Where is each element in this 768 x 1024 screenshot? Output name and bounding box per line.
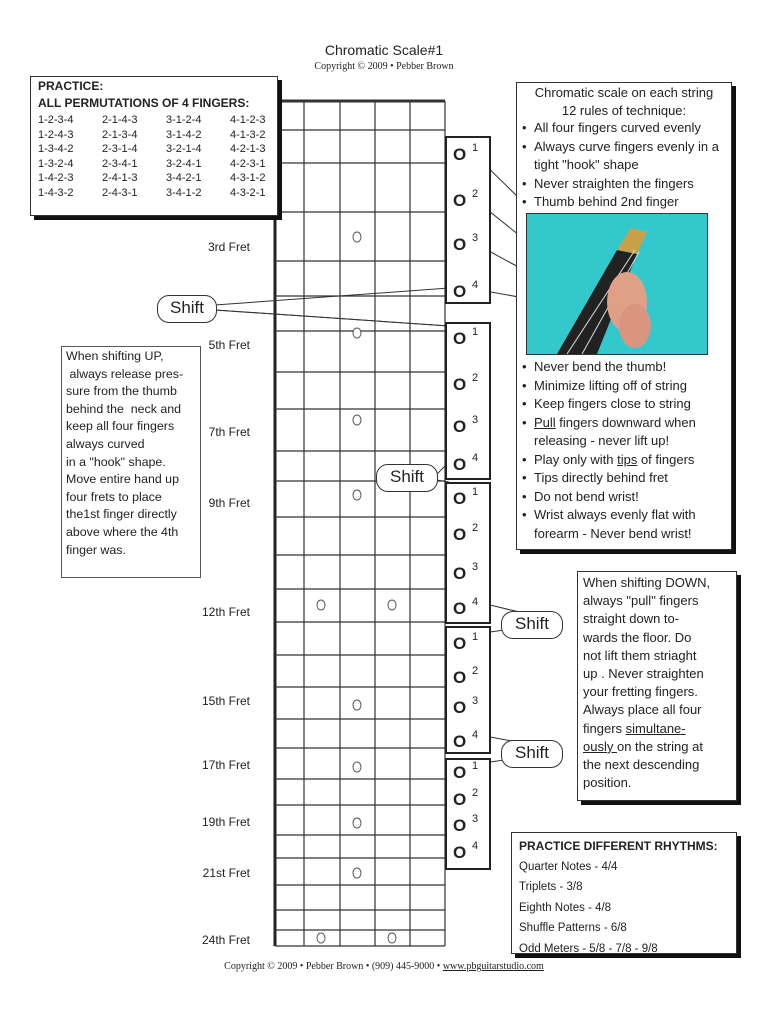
shift-up-line: the1st finger directly (66, 507, 177, 522)
finger-number: 3 (472, 414, 479, 426)
technique-rule: • All four fingers curved evenly (522, 119, 731, 138)
permutation: 1-4-2-3 (38, 172, 74, 184)
permutation: 3-4-2-1 (166, 172, 202, 184)
permutations-heading: ALL PERMUTATIONS OF 4 FINGERS: (38, 96, 250, 110)
technique-rule: • Never bend the thumb! (522, 358, 731, 377)
permutation: 2-1-3-4 (102, 128, 138, 141)
shift-down-line: your fretting fingers. (583, 684, 698, 700)
shift-down-line: position. (583, 775, 632, 791)
fret-label: 12th Fret (201, 605, 250, 619)
finger-position-box (445, 626, 491, 754)
permutation: 2-3-4-1 (102, 157, 138, 170)
permutation: 4-1-3-2 (230, 128, 266, 141)
practice-heading: PRACTICE: (38, 79, 104, 93)
rules-title-line1: Chromatic scale on each string (534, 85, 714, 100)
fret-label: 7th Fret (208, 425, 250, 439)
finger-number: 1 (472, 631, 479, 643)
shift-up-line: above where the 4th (66, 524, 179, 539)
string-lines (304, 101, 445, 946)
finger-marker: O (453, 564, 467, 583)
permutations-grid (38, 113, 274, 200)
permutation: 2-4-1-3 (102, 172, 138, 184)
permutation: 3-4-1-2 (166, 186, 202, 199)
permutation: 4-1-2-3 (230, 114, 266, 126)
finger-marker: O (453, 698, 467, 717)
shift-up-line: in a "hook" shape. (66, 454, 166, 469)
practice-permutations-box (30, 76, 278, 216)
finger-marker: O (453, 191, 467, 210)
finger-number: 2 (472, 522, 479, 534)
finger-number: 3 (472, 695, 479, 707)
finger-number: 1 (472, 760, 479, 772)
finger-position-box (445, 482, 491, 624)
rhythm-item: Quarter Notes - 4/4 (519, 860, 618, 873)
finger-marker: O (453, 282, 467, 301)
inlay-dot (353, 818, 361, 828)
finger-marker: O (453, 375, 467, 394)
rules-list-top (517, 119, 731, 212)
shift-down-line: the next descending (583, 757, 700, 773)
practice-rhythms-box (511, 832, 737, 954)
shift-up-line: behind the neck and (66, 401, 182, 416)
shift-down-line: up . Never straighten (583, 666, 704, 682)
shift-down-instructions (577, 571, 737, 801)
finger-number: 2 (472, 787, 479, 799)
technique-rule: • Do not bend wrist! (522, 488, 731, 507)
finger-number: 4 (472, 279, 479, 291)
finger-number: 1 (472, 326, 479, 338)
finger-position-box (445, 758, 491, 870)
finger-marker: O (453, 599, 467, 618)
footer-copyright: Copyright © 2009 • Pebber Brown • (909) 445-9000 • (224, 961, 443, 972)
shift-down-line: Always place all four (583, 702, 702, 718)
technique-rules-box (516, 82, 732, 550)
shift-down-line: not lift them striaght (583, 647, 697, 663)
permutation: 1-4-3-2 (38, 186, 74, 199)
finger-number: 4 (472, 840, 479, 852)
shift-up-bubble-1: Shift (157, 295, 217, 323)
shift-up-line: always curved (66, 436, 145, 451)
fret-label: 24th Fret (201, 933, 250, 947)
finger-number: 4 (472, 596, 479, 608)
fret-label: 21st Fret (202, 866, 250, 880)
finger-marker: O (453, 525, 467, 544)
finger-marker: O (453, 329, 467, 348)
technique-rule: • Tips directly behind fret (522, 469, 731, 488)
finger-marker: O (453, 489, 467, 508)
permutation: 4-2-1-3 (230, 143, 266, 155)
inlay-dot (353, 700, 361, 710)
finger-number: 2 (472, 665, 479, 677)
shift-up-line: When shifting UP, (66, 349, 164, 363)
shift-up-line: four frets to place (66, 489, 162, 504)
finger-position-box (445, 322, 491, 480)
rules-title-line2: 12 rules of technique: (561, 103, 687, 118)
footer-website-link[interactable]: www.pbguitarstudio.com (442, 961, 544, 972)
fret-label: 5th Fret (208, 338, 250, 352)
inlay-dot (353, 328, 361, 338)
permutation: 1-2-4-3 (38, 128, 74, 141)
shift-down-bubble-1: Shift (501, 611, 563, 639)
permutation: 4-3-2-1 (230, 186, 266, 199)
permutation: 3-2-1-4 (166, 143, 202, 155)
rules-list-bottom (517, 358, 731, 543)
technique-rule: • Thumb behind 2nd finger (522, 193, 731, 212)
shift-down-line: straight down to- (583, 611, 680, 627)
fret-inlays (317, 232, 396, 943)
shift-up-line: Move entire hand up (66, 472, 179, 487)
technique-rule: • Keep fingers close to string (522, 395, 731, 414)
shift-down-line: ously on the string at (583, 738, 703, 754)
finger-marker: O (453, 732, 467, 751)
permutation: 1-3-4-2 (38, 143, 74, 155)
finger-number: 1 (472, 142, 479, 154)
finger-marker: O (453, 668, 467, 687)
permutation: 4-3-1-2 (230, 172, 266, 184)
fret-label: 3rd Fret (207, 240, 250, 254)
inlay-dot (353, 868, 361, 878)
permutation: 1-3-2-4 (38, 157, 74, 170)
finger-number: 2 (472, 372, 479, 384)
shift-up-line: finger was. (66, 542, 126, 557)
finger-marker: O (453, 816, 467, 835)
permutation: 4-2-3-1 (230, 157, 266, 170)
finger-marker: O (453, 455, 467, 474)
inlay-dot (317, 933, 325, 943)
permutation: 3-1-2-4 (166, 114, 202, 126)
finger-number: 3 (472, 232, 479, 244)
finger-number: 3 (472, 561, 479, 573)
page-footer (0, 961, 768, 972)
shift-up-instructions (61, 346, 201, 578)
finger-marker: O (453, 790, 467, 809)
finger-position-box (445, 136, 491, 304)
finger-marker: O (453, 417, 467, 436)
fret-label: 9th Fret (208, 496, 250, 510)
shift-down-line: wards the floor. Do (583, 629, 692, 645)
fret-label: 15th Fret (201, 694, 250, 708)
technique-rule: • Never straighten the fingers (522, 175, 731, 194)
rhythm-item: Triplets - 3/8 (519, 881, 583, 893)
technique-rule: • Minimize lifting off of string (522, 377, 731, 396)
permutation: 2-3-1-4 (102, 143, 138, 155)
shift-down-line: When shifting DOWN, (583, 575, 711, 590)
inlay-dot (353, 762, 361, 772)
technique-rule: • Play only with tips of fingers (522, 451, 731, 470)
fret-label: 19th Fret (201, 815, 250, 829)
shift-up-line: sure from the thumb (66, 384, 177, 399)
inlay-dot (388, 600, 396, 610)
technique-rule: • Always curve fingers evenly in a tight "hook" shape (522, 138, 731, 175)
finger-number: 3 (472, 813, 479, 825)
connector-line (215, 310, 449, 326)
shift-down-line: fingers simultane- (583, 720, 686, 736)
inlay-dot (388, 933, 396, 943)
finger-marker: O (453, 235, 467, 254)
rhythms-list (519, 857, 729, 960)
finger-number: 4 (472, 452, 479, 464)
rhythm-item: Shuffle Patterns - 6/8 (519, 922, 627, 934)
rhythm-item: Eighth Notes - 4/8 (519, 901, 612, 914)
permutation: 2-4-3-1 (102, 186, 138, 199)
inlay-dot (353, 415, 361, 425)
hand-on-neck-photo (526, 213, 708, 355)
shift-down-bubble-2: Shift (501, 740, 563, 768)
page-title: Chromatic Scale#1 (324, 42, 444, 58)
inlay-dot (353, 232, 361, 242)
permutation: 2-1-4-3 (102, 114, 138, 126)
rhythm-item: Odd Meters - 5/8 - 7/8 - 9/8 (519, 942, 658, 955)
finger-marker: O (453, 763, 467, 782)
finger-number: 2 (472, 188, 479, 200)
shift-down-line: always "pull" fingers (583, 593, 699, 609)
inlay-dot (317, 600, 325, 610)
page-subtitle: Copyright © 2009 • Pebber Brown (314, 61, 454, 72)
inlay-dot (353, 490, 361, 500)
technique-rule: • Pull fingers downward when releasing - never lift up! (522, 414, 731, 451)
fret-label: 17th Fret (201, 758, 250, 772)
shift-up-line: keep all four fingers (66, 419, 175, 434)
permutation: 3-1-4-2 (166, 128, 202, 141)
finger-marker: O (453, 145, 467, 164)
finger-number: 1 (472, 486, 479, 498)
permutation: 1-2-3-4 (38, 114, 74, 126)
shift-up-line: always release pres- (66, 366, 184, 381)
shift-up-bubble-2: Shift (376, 464, 438, 492)
technique-rule: • Wrist always evenly flat with forearm - Never bend wrist! (522, 506, 731, 543)
finger-number: 4 (472, 729, 479, 741)
finger-marker: O (453, 843, 467, 862)
permutation: 3-2-4-1 (166, 157, 202, 170)
rhythms-heading: PRACTICE DIFFERENT RHYTHMS: (519, 839, 718, 853)
finger-marker: O (453, 634, 467, 653)
